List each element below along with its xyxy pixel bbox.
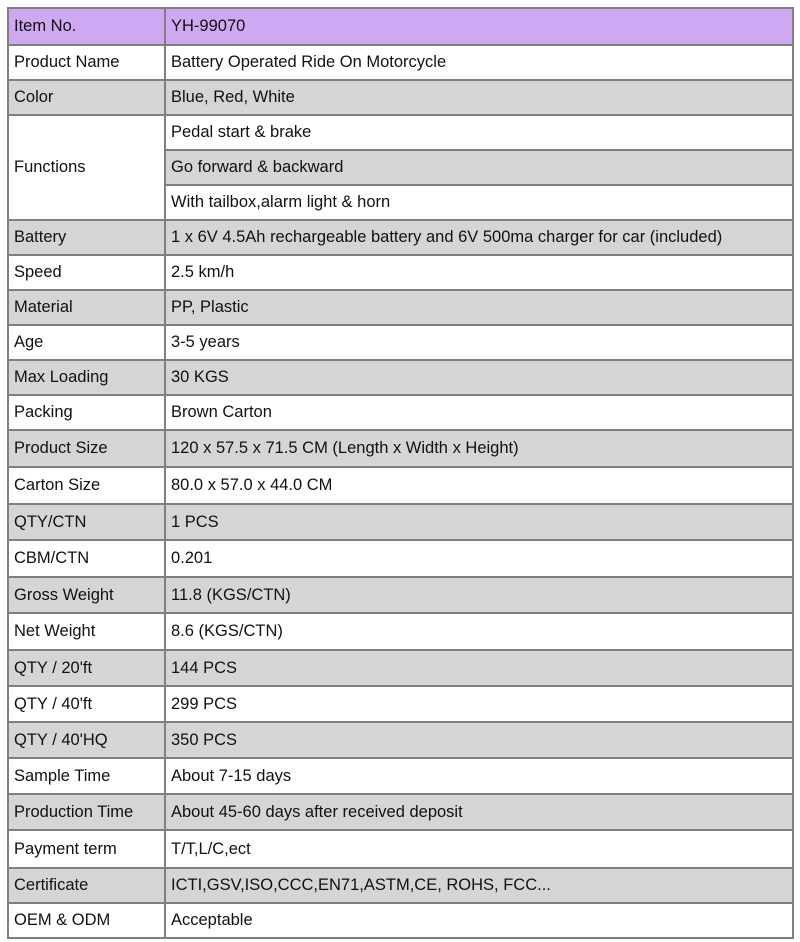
row-label: Functions (8, 115, 165, 220)
table-row-qty-40ft (8, 686, 793, 722)
row-value: PP, Plastic (165, 290, 793, 325)
row-value: Battery Operated Ride On Motorcycle (165, 45, 793, 80)
row-label: OEM & ODM (8, 903, 165, 938)
table-row-qty-ctn (8, 504, 793, 540)
table-row-production-time (8, 794, 793, 830)
table-row-battery (8, 220, 793, 255)
table-row-product-name (8, 45, 793, 80)
row-value: 0.201 (165, 540, 793, 577)
row-value: Brown Carton (165, 395, 793, 430)
row-value: 120 x 57.5 x 71.5 CM (Length x Width x Height) (165, 430, 793, 467)
row-value: 350 PCS (165, 722, 793, 758)
row-value: About 7-15 days (165, 758, 793, 794)
table-row-cbm-ctn (8, 540, 793, 577)
row-value: 2.5 km/h (165, 255, 793, 290)
row-value: 299 PCS (165, 686, 793, 722)
row-value: ICTI,GSV,ISO,CCC,EN71,ASTM,CE, ROHS, FCC... (165, 868, 793, 903)
row-label: Sample Time (8, 758, 165, 794)
table-row-max-loading (8, 360, 793, 395)
table-row-oem-odm (8, 903, 793, 938)
row-label: CBM/CTN (8, 540, 165, 577)
row-value: 3-5 years (165, 325, 793, 360)
row-value: 8.6 (KGS/CTN) (165, 613, 793, 650)
row-label: Product Size (8, 430, 165, 467)
row-label: Certificate (8, 868, 165, 903)
row-label: Item No. (8, 8, 165, 45)
row-label: QTY / 20'ft (8, 650, 165, 686)
row-value: With tailbox,alarm light & horn (165, 185, 793, 220)
row-label: Gross Weight (8, 577, 165, 613)
table-row-item-no (8, 8, 793, 45)
table-row-net-weight (8, 613, 793, 650)
product-spec-table (7, 7, 794, 939)
table-row-qty-20ft (8, 650, 793, 686)
table-row-material (8, 290, 793, 325)
row-label: Production Time (8, 794, 165, 830)
row-label: QTY / 40'ft (8, 686, 165, 722)
row-value: Go forward & backward (165, 150, 793, 185)
row-value: Pedal start & brake (165, 115, 793, 150)
table-row-age (8, 325, 793, 360)
row-value: Blue, Red, White (165, 80, 793, 115)
table-row-payment-term (8, 830, 793, 868)
table-row-color (8, 80, 793, 115)
row-label: QTY / 40'HQ (8, 722, 165, 758)
row-label: Color (8, 80, 165, 115)
row-value: 144 PCS (165, 650, 793, 686)
table-row-gross-weight (8, 577, 793, 613)
table-row-sample-time (8, 758, 793, 794)
table-row-product-size (8, 430, 793, 467)
row-label: QTY/CTN (8, 504, 165, 540)
row-value: Acceptable (165, 903, 793, 938)
row-label: Packing (8, 395, 165, 430)
row-label: Net Weight (8, 613, 165, 650)
row-label: Max Loading (8, 360, 165, 395)
row-value: 80.0 x 57.0 x 44.0 CM (165, 467, 793, 504)
row-value: 1 PCS (165, 504, 793, 540)
row-label: Battery (8, 220, 165, 255)
row-value: 30 KGS (165, 360, 793, 395)
table-row-functions (8, 115, 793, 150)
row-value: 1 x 6V 4.5Ah rechargeable battery and 6V 500ma charger for car (included) (165, 220, 793, 255)
row-label: Age (8, 325, 165, 360)
table-row-carton-size (8, 467, 793, 504)
row-label: Speed (8, 255, 165, 290)
row-value: About 45-60 days after received deposit (165, 794, 793, 830)
table-row-qty-40hq (8, 722, 793, 758)
row-value: 11.8 (KGS/CTN) (165, 577, 793, 613)
row-label: Material (8, 290, 165, 325)
row-label: Payment term (8, 830, 165, 868)
row-value: T/T,L/C,ect (165, 830, 793, 868)
row-label: Carton Size (8, 467, 165, 504)
table-row-certificate (8, 868, 793, 903)
table-row-packing (8, 395, 793, 430)
table-row-speed (8, 255, 793, 290)
row-value: YH-99070 (165, 8, 793, 45)
row-label: Product Name (8, 45, 165, 80)
